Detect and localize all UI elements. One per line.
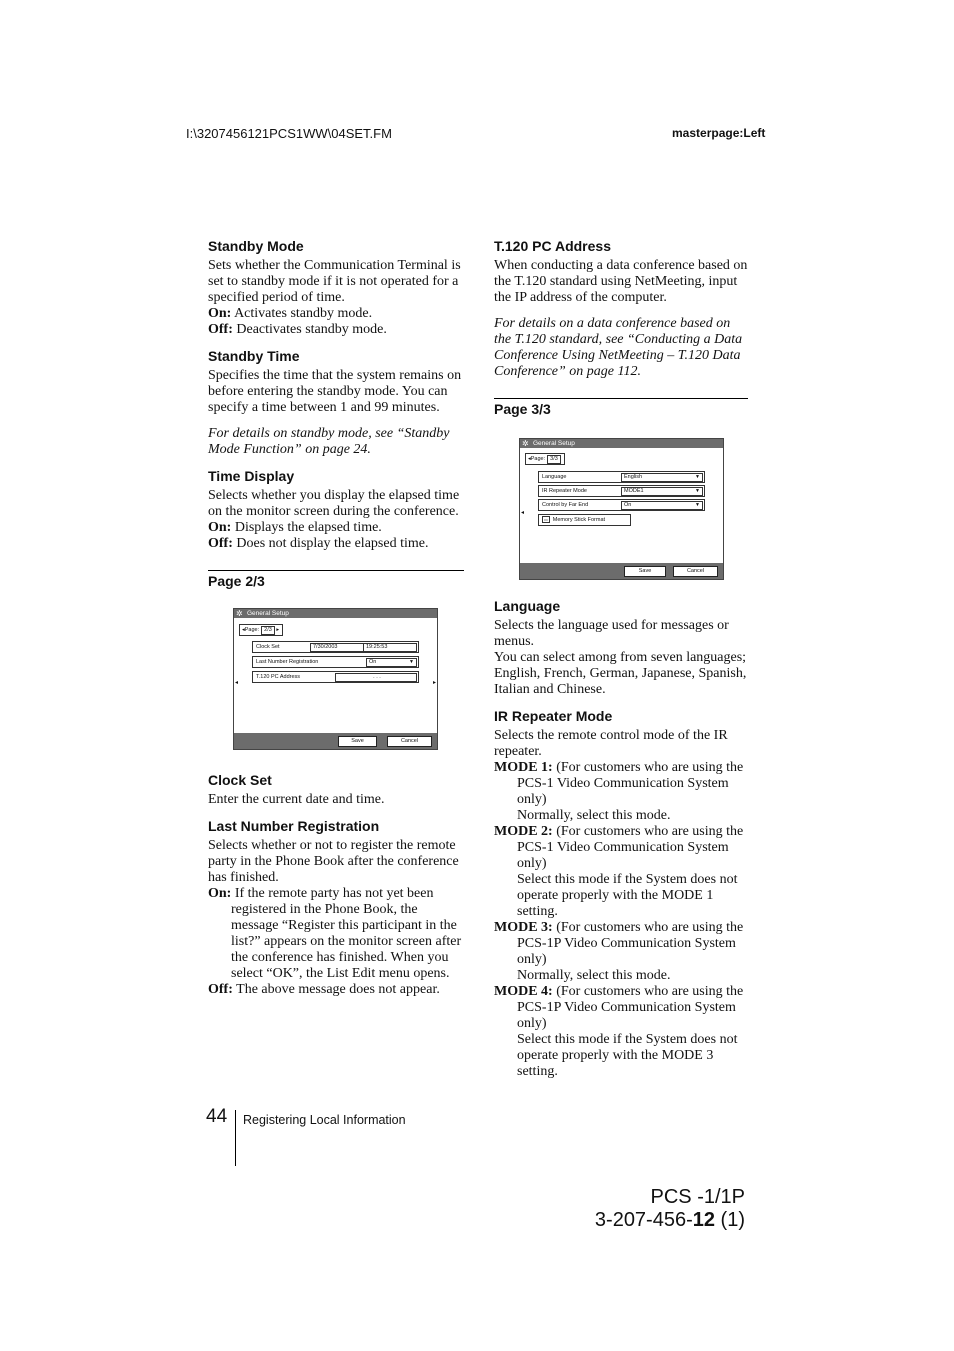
memory-stick-icon: ▭ bbox=[544, 517, 548, 523]
section-t120 bbox=[494, 238, 750, 380]
part-number: 3-207-456-12 (1) bbox=[594, 1209, 745, 1231]
language-row: Language English ▼ bbox=[538, 471, 705, 483]
ir-repeater-select[interactable]: MODE1 ▼ bbox=[621, 487, 703, 496]
page-selector[interactable]: ◂Page: 2/3 ▸ bbox=[239, 624, 283, 636]
heading-last-number: Last Number Registration bbox=[208, 818, 380, 834]
section-standby-mode bbox=[208, 238, 464, 338]
page-number: 44 bbox=[206, 1106, 228, 1127]
last-number-off: Off: The above message does not appear. bbox=[208, 982, 440, 997]
heading-language: Language bbox=[494, 598, 561, 614]
last-number-body: Selects whether or not to register the remote party in the Phone Book after the conference has finished. bbox=[208, 838, 459, 885]
page-3-heading: Page 3/3 bbox=[494, 398, 748, 418]
standby-time-note: For details on standby mode, see “Standby Mode Function” on page 24. bbox=[208, 426, 450, 457]
ir-repeater-row: IR Repeater Mode MODE1 ▼ bbox=[538, 485, 705, 497]
cancel-button[interactable]: Cancel bbox=[387, 736, 432, 747]
gear-icon: ✲ bbox=[236, 609, 243, 618]
save-button[interactable]: Save bbox=[338, 736, 377, 747]
section-clock-set bbox=[208, 772, 464, 808]
dropdown-arrow-icon: ▼ bbox=[409, 659, 414, 665]
clock-set-body: Enter the current date and time. bbox=[208, 792, 385, 807]
t120-address-field[interactable]: . . . bbox=[335, 673, 417, 682]
ir-mode-4: MODE 4: (For customers who are using the PCS-1P Video Communication System only) Select this mode if the System does not operate properly with the MODE 3 setting. bbox=[494, 984, 744, 1079]
time-display-off: Off: Does not display the elapsed time. bbox=[208, 536, 429, 551]
t120-note: For details on a data conference based on the T.120 standard, see “Conducting a Data Conference Using NetMeeting – T.120 Data Conference” on page 112. bbox=[494, 316, 743, 379]
button-bar bbox=[234, 733, 437, 749]
language-select[interactable]: English ▼ bbox=[621, 473, 703, 482]
ir-mode-1: MODE 1: (For customers who are using the PCS-1 Video Communication System only) Normally, select this mode. bbox=[494, 760, 744, 823]
right-column bbox=[494, 238, 750, 1090]
standby-mode-on: On: Activates standby mode. bbox=[208, 306, 373, 321]
page-selector[interactable]: ◂Page: 3/3 bbox=[525, 453, 565, 465]
footer-divider bbox=[235, 1110, 236, 1166]
ir-repeater-body: Selects the remote control mode of the IR repeater. bbox=[494, 728, 728, 759]
language-body-2: You can select among from seven languages; English, French, German, Japanese, Spanish, Italian and Chinese. bbox=[494, 650, 747, 697]
section-time-display bbox=[208, 468, 464, 552]
general-setup-screen-page2 bbox=[233, 608, 438, 750]
left-arrow-icon[interactable]: ◂ bbox=[521, 510, 525, 516]
last-number-row: Last Number Registration On ▼ bbox=[252, 656, 419, 668]
dropdown-arrow-icon: ▼ bbox=[695, 502, 700, 508]
clock-set-row: Clock Set 7/30/2003 19:25:53 bbox=[252, 641, 419, 653]
last-number-select[interactable]: On ▼ bbox=[366, 658, 417, 667]
section-ir-repeater bbox=[494, 708, 750, 1080]
general-setup-screen-page3 bbox=[519, 438, 724, 580]
t120-row: T.120 PC Address . . . bbox=[252, 671, 419, 683]
right-arrow-icon[interactable]: ▸ bbox=[432, 680, 436, 686]
section-language bbox=[494, 598, 750, 698]
heading-standby-mode: Standby Mode bbox=[208, 238, 304, 254]
dropdown-arrow-icon: ▼ bbox=[695, 488, 700, 494]
ir-mode-2: MODE 2: (For customers who are using the PCS-1 Video Communication System only) Select this mode if the System does not operate properly with the MODE 1 setting. bbox=[494, 824, 744, 919]
memory-stick-format-button[interactable]: ▭ Memory Stick Format bbox=[538, 514, 631, 526]
control-far-end-row: Control by Far End On ▼ bbox=[538, 499, 705, 511]
control-far-end-select[interactable]: On ▼ bbox=[621, 501, 703, 510]
standby-mode-off: Off: Deactivates standby mode. bbox=[208, 322, 387, 337]
file-path: I:\3207456121PCS1WW\04SET.FM bbox=[186, 126, 392, 141]
time-display-body: Selects whether you display the elapsed time on the monitor screen during the conference. bbox=[208, 488, 460, 519]
heading-time-display: Time Display bbox=[208, 468, 295, 484]
section-last-number bbox=[208, 818, 464, 998]
footer-section-title: Registering Local Information bbox=[243, 1113, 406, 1127]
masterpage-label: masterpage:Left bbox=[672, 126, 766, 140]
heading-t120: T.120 PC Address bbox=[494, 238, 611, 254]
last-number-on: On: If the remote party has not yet been registered in the Phone Book, the message “Register this participant in the list?” appears on the monitor screen after the conference has finished. When you select “OK”, the List Edit menu opens. bbox=[208, 886, 462, 981]
clock-time-field[interactable]: 19:25:53 bbox=[363, 643, 417, 652]
page-2-heading: Page 2/3 bbox=[208, 570, 464, 590]
standby-mode-body: Sets whether the Communication Terminal is set to standby mode if it is not operated for a specified period of time. bbox=[208, 258, 461, 305]
left-arrow-icon[interactable]: ◂ bbox=[235, 680, 239, 686]
time-display-on: On: Displays the elapsed time. bbox=[208, 520, 382, 535]
button-bar bbox=[520, 563, 723, 579]
screen-title-bar: ✲ General Setup bbox=[234, 609, 437, 618]
heading-clock-set: Clock Set bbox=[208, 772, 272, 788]
language-body-1: Selects the language used for messages or menus. bbox=[494, 618, 729, 649]
gear-icon: ✲ bbox=[522, 439, 529, 448]
clock-date-field[interactable]: 7/30/2003 bbox=[310, 643, 364, 652]
left-column bbox=[208, 238, 464, 1008]
heading-standby-time: Standby Time bbox=[208, 348, 300, 364]
heading-ir-repeater: IR Repeater Mode bbox=[494, 708, 613, 724]
ir-mode-3: MODE 3: (For customers who are using the PCS-1P Video Communication System only) Normally, select this mode. bbox=[494, 920, 744, 983]
section-standby-time bbox=[208, 348, 464, 458]
standby-time-body: Specifies the time that the system remains on before entering the standby mode. You can specify a time between 1 and 99 minutes. bbox=[208, 368, 462, 415]
model-name: PCS -1/1P bbox=[650, 1186, 745, 1208]
save-button[interactable]: Save bbox=[624, 566, 666, 577]
dropdown-arrow-icon: ▼ bbox=[695, 474, 700, 480]
screen-title-bar: ✲ General Setup bbox=[520, 439, 723, 448]
cancel-button[interactable]: Cancel bbox=[673, 566, 718, 577]
t120-body: When conducting a data conference based on the T.120 standard using NetMeeting, input the IP address of the computer. bbox=[494, 258, 748, 305]
